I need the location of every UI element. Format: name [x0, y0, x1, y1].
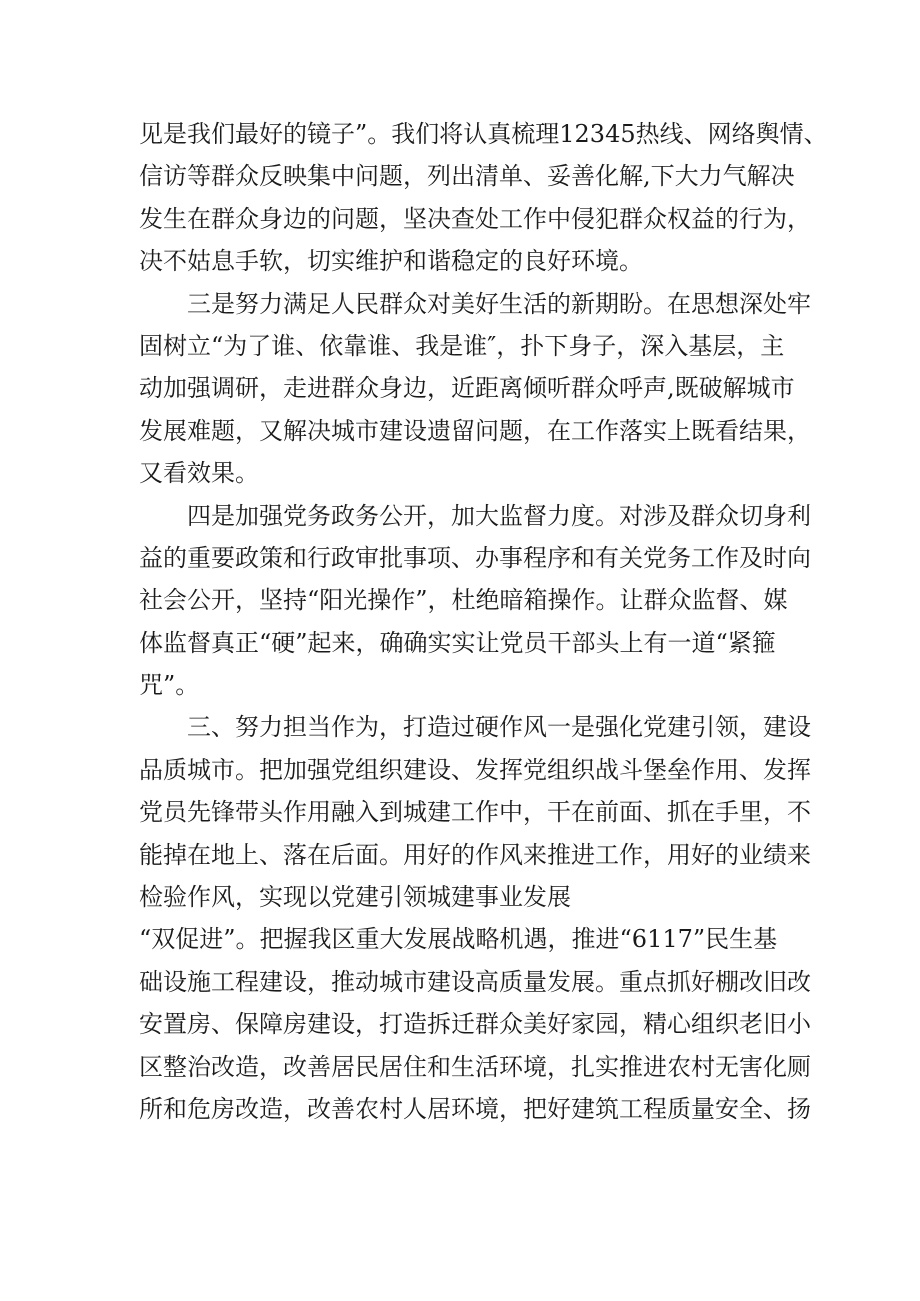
text-line: 体监督真正“硬”起来，确确实实让党员干部头上有一道“紧箍: [139, 628, 776, 657]
text-line: 发展难题，又解决城市建设遗留问题，在工作落实上既看结果，: [139, 416, 811, 445]
text-line: 能掉在地上、落在后面。用好的作风来推进工作，用好的业绩来: [139, 840, 811, 869]
text-line: 信访等群众反映集中问题，列出清单、妥善化解,下大力气解决: [139, 162, 795, 191]
text-line: 党员先锋带头作用融入到城建工作中，干在前面、抓在手里，不: [139, 798, 811, 827]
text-line: 品质城市。把加强党组织建设、发挥党组织战斗堡垒作用、发挥: [139, 755, 811, 784]
text-line: 发生在群众身边的问题，坚决查处工作中侵犯群众权益的行为，: [139, 204, 811, 233]
text-line: 础设施工程建设，推动城市建设高质量发展。重点抓好棚改旧改: [139, 967, 811, 996]
paragraph-start-line: 四是加强党务政务公开，加大监督力度。对涉及群众切身利: [187, 501, 811, 530]
text-line: 见是我们最好的镜子”。我们将认真梳理12345热线、网络舆情、: [139, 120, 828, 148]
text-line: 安置房、保障房建设，打造拆迁群众美好家园，精心组织老旧小: [139, 1010, 811, 1039]
text-line: 检验作风，实现以党建引领城建事业发展: [139, 883, 571, 912]
paragraph-start-line: 三是努力满足人民群众对美好生活的新期盼。在思想深处牢: [187, 289, 811, 318]
text-line: 决不姑息手软，切实维护和谐稳定的良好环境。: [139, 247, 643, 276]
paragraph-start-line: 三、努力担当作为，打造过硬作风一是强化党建引领，建设: [187, 713, 811, 742]
text-line: 动加强调研，走进群众身边，近距离倾听群众呼声,既破解城市: [139, 374, 795, 403]
text-line: 社会公开，坚持“阳光操作”，杜绝暗箱操作。让群众监督、媒: [139, 586, 788, 615]
text-line: 益的重要政策和行政审批事项、办事程序和有关党务工作及时向: [139, 543, 811, 572]
text-line: 固树立“为了谁、依靠谁、我是谁″，扑下身子，深入基层，主: [139, 331, 785, 360]
text-line: 区整治改造，改善居民居住和生活环境，扎实推进农村无害化厕: [139, 1052, 811, 1081]
text-line: 所和危房改造，改善农村人居环境，把好建筑工程质量安全、扬: [139, 1094, 811, 1123]
text-line: 咒”。: [139, 671, 200, 700]
text-line: 又看效果。: [139, 459, 259, 488]
text-line: “双促进”。把握我区重大发展战略机遇，推进“6117”民生基: [139, 925, 778, 954]
body-text: [139, 113, 828, 1130]
